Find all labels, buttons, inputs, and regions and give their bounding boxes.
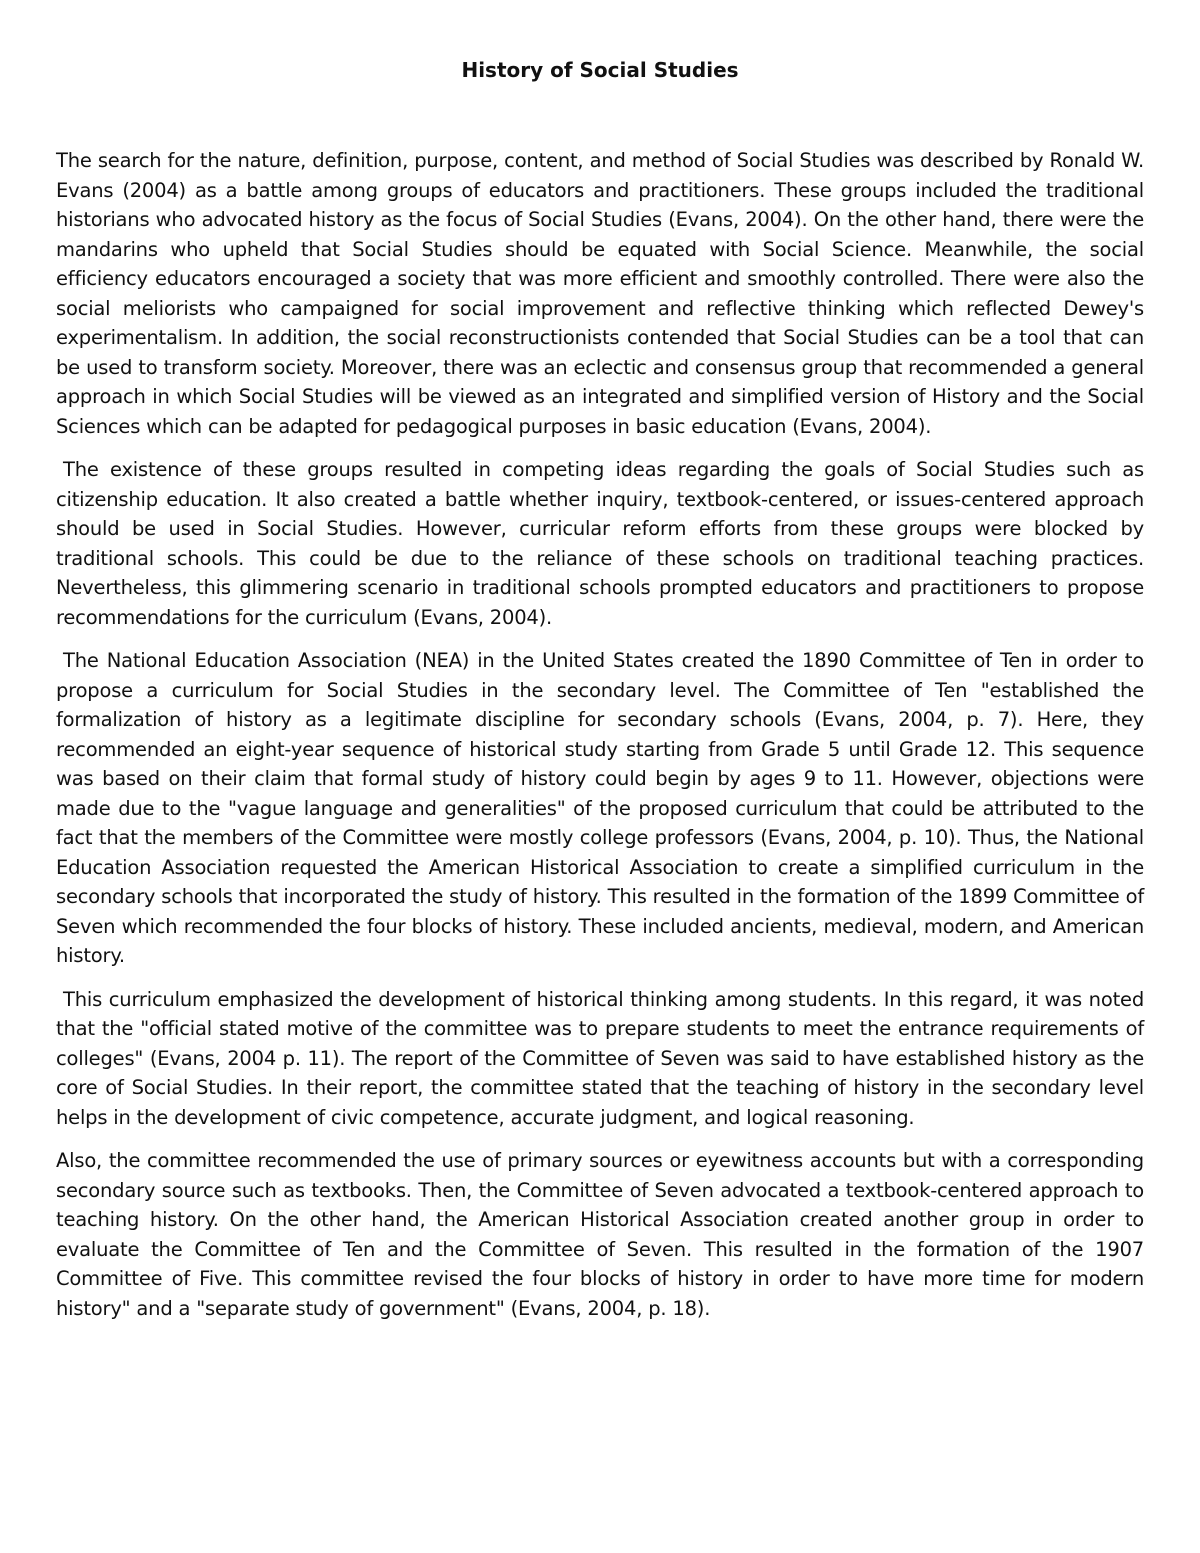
paragraph-4: This curriculum emphasized the development of historical thinking among students. In this regard, it was noted that the "official stated motive of the committee was to prepare students to meet the entrance requirements of colleges" (Evans, 2004 p. 11). The report of the Committee of Seven was said to have established history as the core of Social Studies. In their report, the committee stated that the teaching of history in the secondary level helps in the development of civic competence, accurate judgment, and logical reasoning. [56,987,1144,1129]
paragraph-5: Also, the committee recommended the use of primary sources or eyewitness accounts but with a corresponding secondary source such as textbooks. Then, the Committee of Seven advocated a textbook-centered approach to teaching history. On the other hand, the American Historical Association created another group in order to evaluate the Committee of Ten and the Committee of Seven. This resulted in the formation of the 1907 Committee of Five. This committee revised the four blocks of history in order to have more time for modern history" and a "separate study of government" (Evans, 2004, p. 18). [56,1149,1144,1320]
document-body [56,146,1144,1337]
paragraph-2: The existence of these groups resulted in competing ideas regarding the goals of Social Studies such as citizenship education. It also created a battle whether inquiry, textbook-centered, or issues-centered approach should be used in Social Studies. However, curricular reform efforts from these groups were blocked by traditional schools. This could be due to the reliance of these schools on traditional teaching practices. Nevertheless, this glimmering scenario in traditional schools prompted educators and practitioners to propose recommendations for the curriculum (Evans, 2004). [56,458,1144,629]
paragraph-3: The National Education Association (NEA) in the United States created the 1890 Committee of Ten in order to propose a curriculum for Social Studies in the secondary level. The Committee of Ten "established the formalization of history as a legitimate discipline for secondary schools (Evans, 2004, p. 7). Here, they recommended an eight-year sequence of historical study starting from Grade 5 until Grade 12. This sequence was based on their claim that formal study of history could begin by ages 9 to 11. However, objections were made due to the "vague language and generalities" of the proposed curriculum that could be attributed to the fact that the members of the Committee were mostly college professors (Evans, 2004, p. 10). Thus, the National Education Association requested the American Historical Association to create a simplified curriculum in the secondary schools that incorporated the study of history. This resulted in the formation of the 1899 Committee of Seven which recommended the four blocks of history. These included ancients, medieval, modern, and American history. [56,649,1144,967]
paragraph-1: The search for the nature, definition, purpose, content, and method of Social Studies was described by Ronald W. Evans (2004) as a battle among groups of educators and practitioners. These groups included the traditional historians who advocated history as the focus of Social Studies (Evans, 2004). On the other hand, there were the mandarins who upheld that Social Studies should be equated with Social Science. Meanwhile, the social efficiency educators encouraged a society that was more efficient and smoothly controlled. There were also the social meliorists who campaigned for social improvement and reflective thinking which reflected Dewey's experimentalism. In addition, the social reconstructionists contended that Social Studies can be a tool that can be used to transform society. Moreover, there was an eclectic and consensus group that recommended a general approach in which Social Studies will be viewed as an integrated and simplified version of History and the Social Sciences which can be adapted for pedagogical purposes in basic education (Evans, 2004). [56,149,1144,438]
document-title: History of Social Studies [461,58,739,82]
